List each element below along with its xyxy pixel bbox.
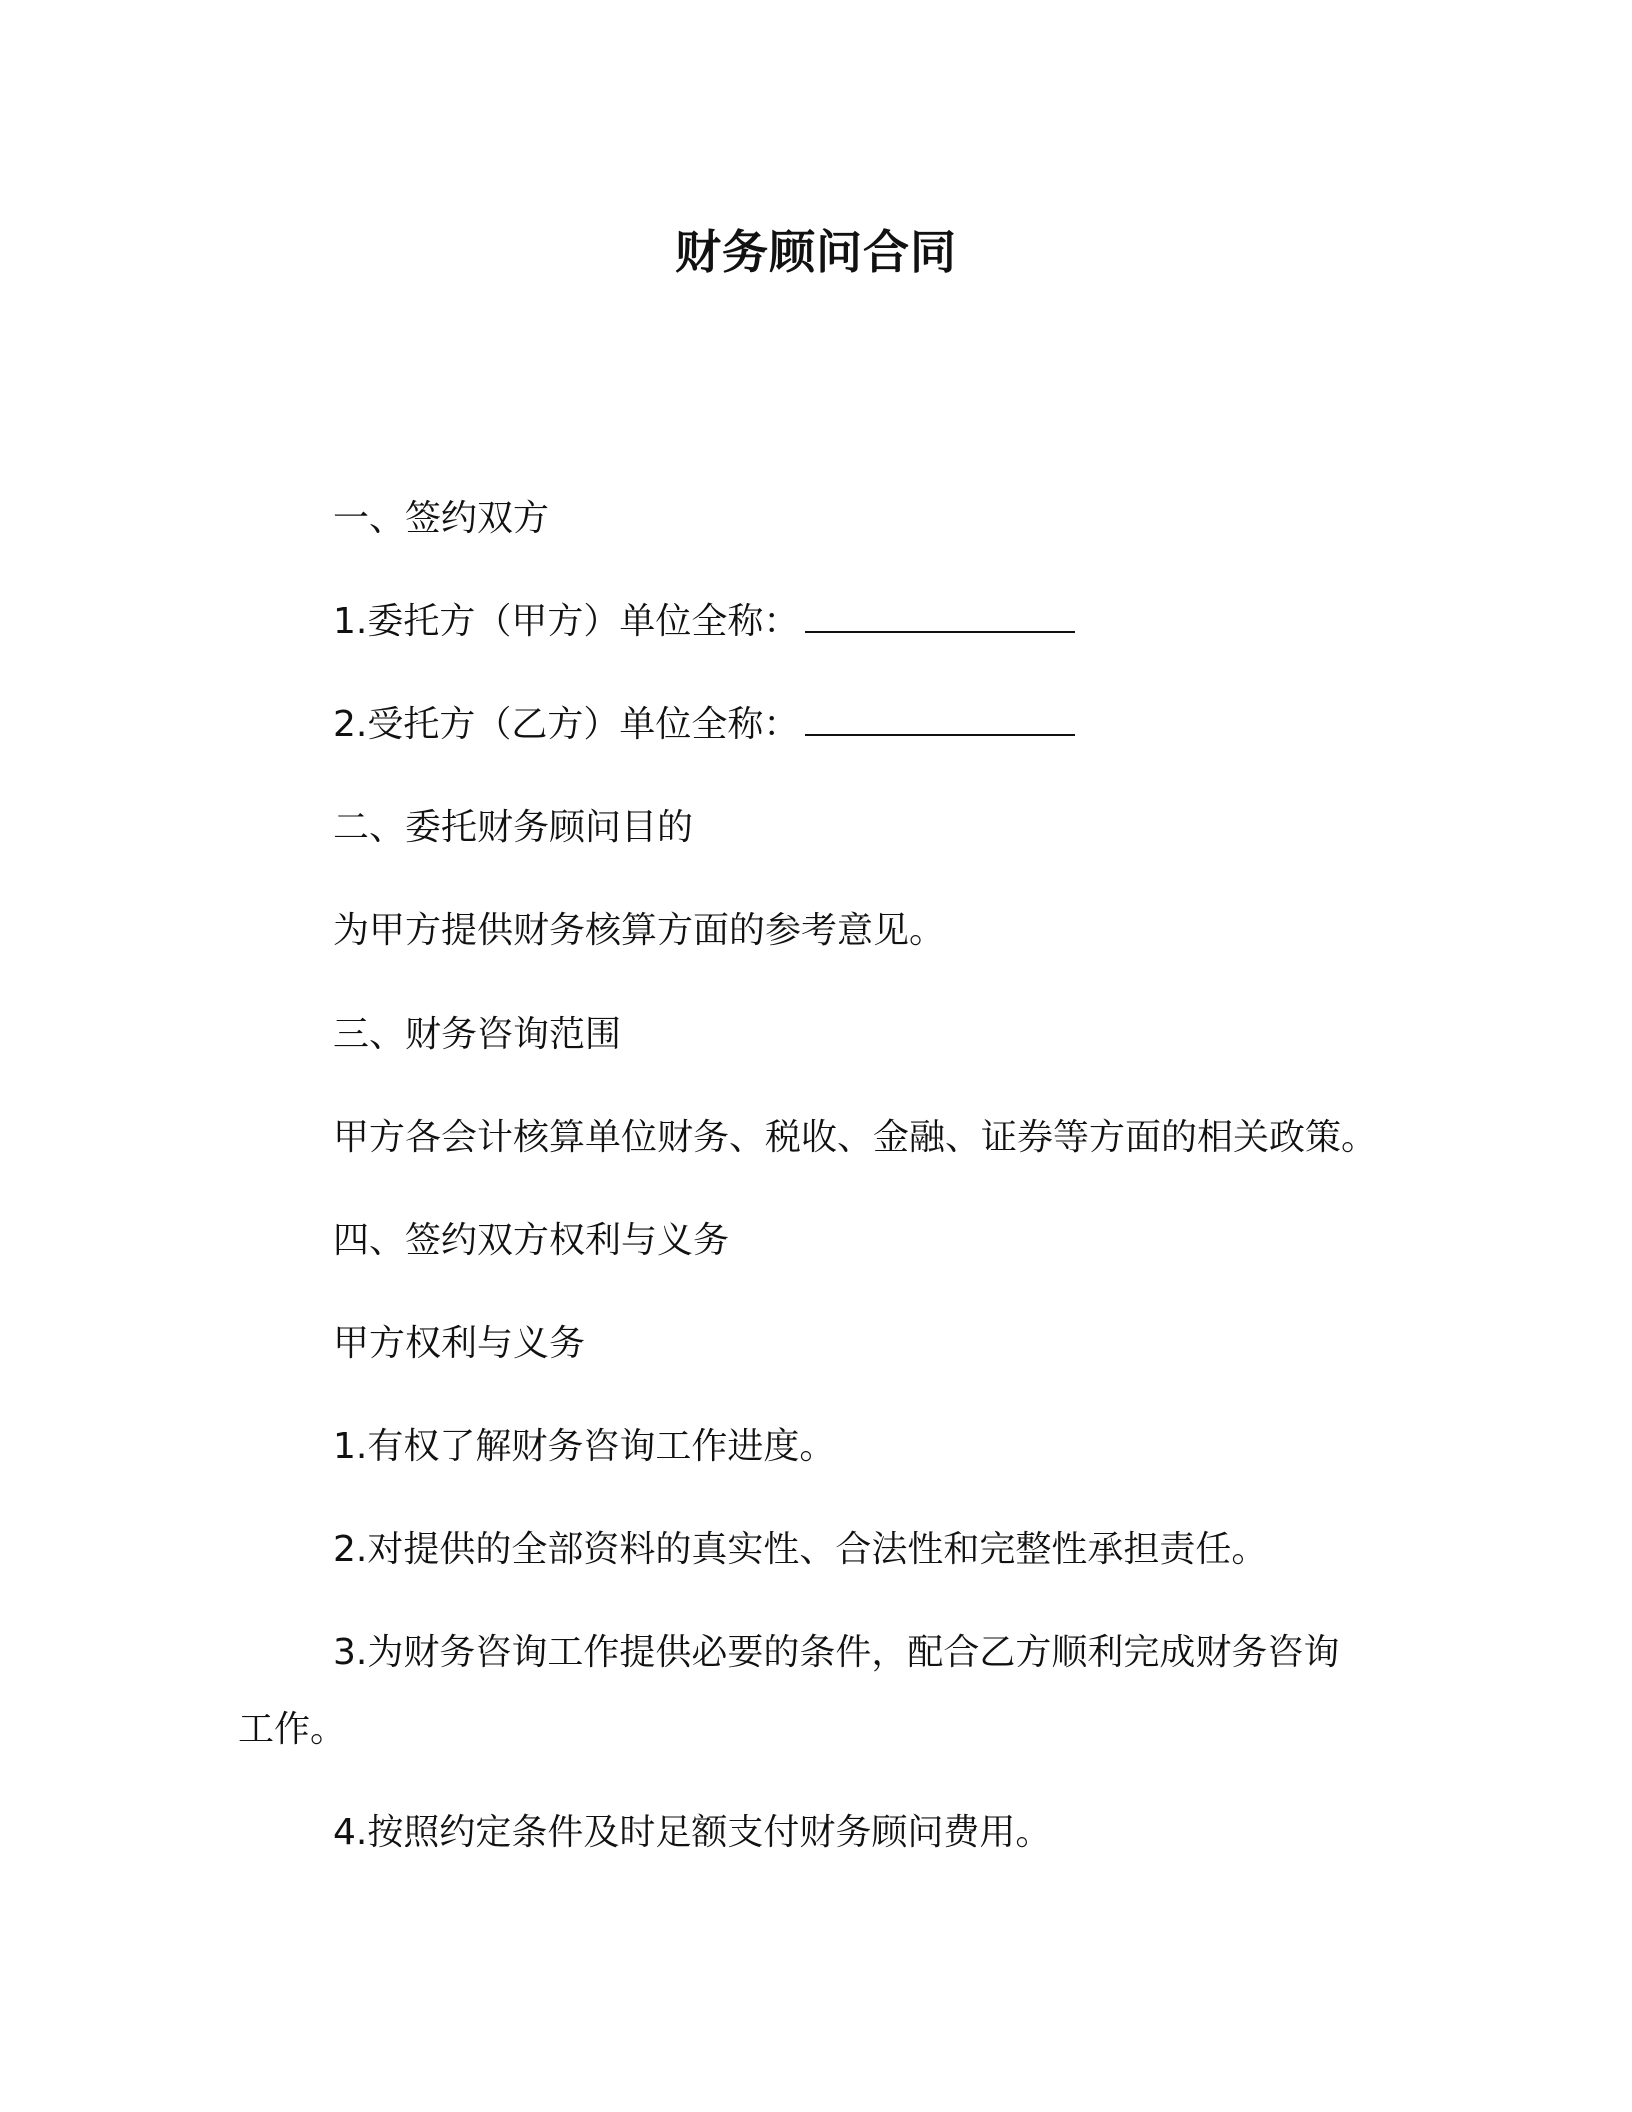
party-a-blank xyxy=(805,597,1075,633)
party-b-blank xyxy=(805,700,1075,736)
rights-item-1: 1.有权了解财务咨询工作进度。 xyxy=(333,1426,836,1467)
party-a-line xyxy=(333,597,1075,647)
scope-text: 甲方各会计核算单位财务、税收、金融、证券等方面的相关政策。 xyxy=(333,1117,1378,1158)
document-title: 财务顾问合同 xyxy=(675,225,957,279)
party-b-label: 2.受托方（乙方）单位全称： xyxy=(333,704,800,745)
section-heading-purpose: 二、委托财务顾问目的 xyxy=(333,807,694,848)
rights-item-2: 2.对提供的全部资料的真实性、合法性和完整性承担责任。 xyxy=(333,1529,1268,1570)
rights-item-3-line-1: 3.为财务咨询工作提供必要的条件，配合乙方顺利完成财务咨询 xyxy=(333,1632,1340,1673)
party-a-rights-subheading: 甲方权利与义务 xyxy=(333,1323,586,1364)
rights-item-3-line-2: 工作。 xyxy=(238,1709,347,1750)
party-a-label: 1.委托方（甲方）单位全称： xyxy=(333,601,800,642)
rights-item-4: 4.按照约定条件及时足额支付财务顾问费用。 xyxy=(333,1812,1052,1853)
purpose-text: 为甲方提供财务核算方面的参考意见。 xyxy=(333,910,946,951)
party-b-line xyxy=(333,700,1075,750)
section-heading-rights: 四、签约双方权利与义务 xyxy=(333,1220,730,1261)
section-heading-scope: 三、财务咨询范围 xyxy=(333,1014,622,1055)
section-heading-parties: 一、签约双方 xyxy=(333,498,550,539)
